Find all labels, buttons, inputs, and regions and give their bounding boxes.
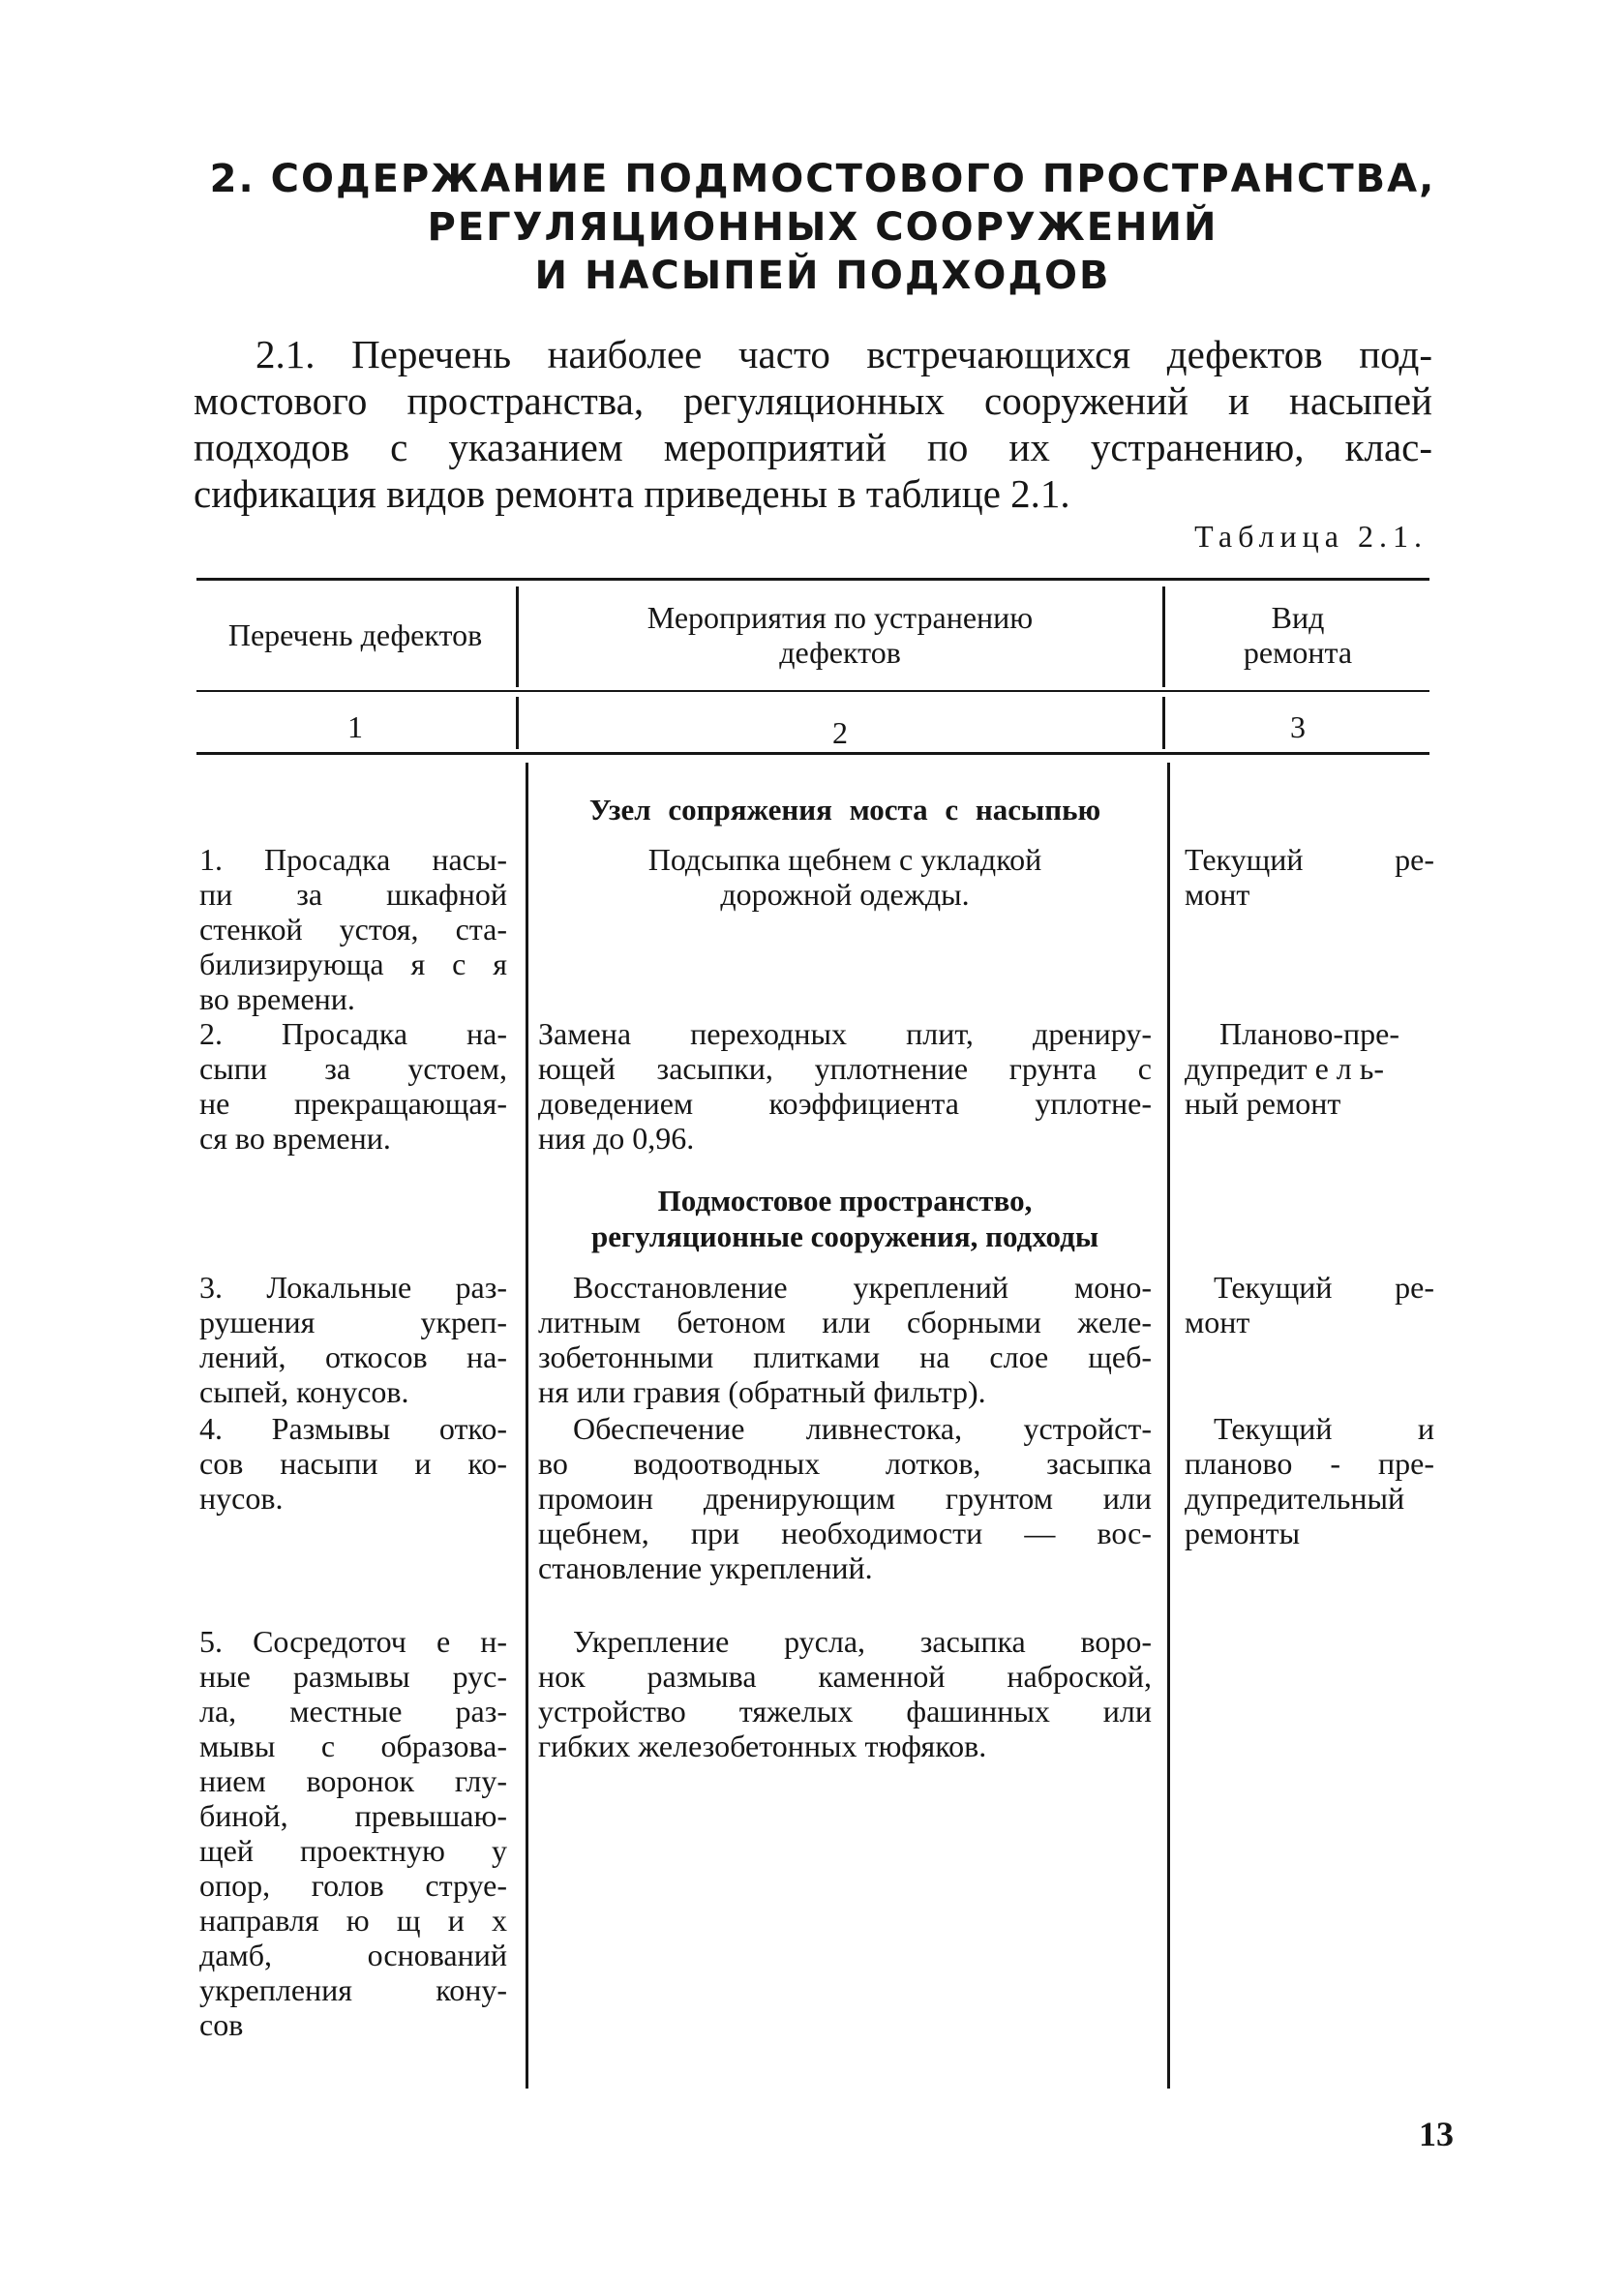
section-heading-1: Узел сопряжения моста с насыпью xyxy=(588,793,1101,827)
header-measures-line-2: дефектов xyxy=(779,635,901,670)
row-5-defect-line: нием воронок глу- xyxy=(199,1763,507,1798)
row-3-defect-line: сыпей, конусов. xyxy=(199,1374,409,1409)
intro-paragraph xyxy=(194,331,1432,517)
title-line-3: И НАСЫПЕЙ ПОДХОДОВ xyxy=(534,254,1111,298)
row-3-measure-line: литным бетоном или сборными желе- xyxy=(538,1305,1152,1339)
row-4-repair-line: дупредительный xyxy=(1185,1481,1405,1516)
row-3-defect-line: лений, откосов на- xyxy=(199,1339,507,1374)
row-4-measure-line: щебнем, при необходимости — вос- xyxy=(538,1516,1152,1550)
intro-line-4: сификация видов ремонта приведены в таблице 2.1. xyxy=(194,471,1070,516)
row-5-defect-line: щей проектную у xyxy=(199,1833,507,1868)
intro-line-2: мостового пространства, регуляционных сооружений и насыпей xyxy=(194,378,1432,423)
header-bottom-rule xyxy=(196,690,1429,692)
section-heading-2-line-1: Подмостовое пространство, xyxy=(657,1184,1033,1218)
row-5-measure-line: Укрепление русла, засыпка воро- xyxy=(573,1624,1152,1659)
row-1-defect-line: 1. Просадка насы- xyxy=(199,842,507,877)
row-2-measure-line: ющей засыпки, уплотнение грунта с xyxy=(538,1051,1152,1086)
row-1-defect-line: стенкой устоя, ста- xyxy=(199,912,507,947)
header-measures xyxy=(521,600,1159,670)
row-5-measure xyxy=(538,1624,1152,1763)
col-number-2: 2 xyxy=(832,715,848,750)
row-3-measure xyxy=(538,1270,1152,1409)
row-2-defect-line: 2. Просадка на- xyxy=(199,1016,507,1051)
table-caption: Таблица 2.1. xyxy=(1194,519,1428,554)
page-number: 13 xyxy=(1419,2115,1454,2153)
row-5-measure-line: нок размыва каменной наброской, xyxy=(538,1659,1152,1694)
row-5-defect-line: ные размывы рус- xyxy=(199,1659,507,1694)
row-4-repair-line: ремонты xyxy=(1185,1516,1301,1550)
row-1-defect-line: во времени. xyxy=(199,981,355,1016)
row-1-defect xyxy=(199,842,507,1016)
title-line-2: РЕГУЛЯЦИОННЫХ СООРУЖЕНИЙ xyxy=(427,205,1218,250)
header-repair-type xyxy=(1167,600,1429,670)
row-3-measure-line: Восстановление укреплений моно- xyxy=(573,1270,1152,1305)
header-repair-line-2: ремонта xyxy=(1243,635,1353,670)
row-3-defect-line: 3. Локальные раз- xyxy=(199,1270,507,1305)
row-2-defect-line: ся во времени. xyxy=(199,1121,391,1156)
row-5-defect-line: направля ю щ и х xyxy=(199,1903,507,1938)
row-5-defect-line: укрепления кону- xyxy=(199,1972,507,2007)
col-number-3: 3 xyxy=(1290,709,1306,744)
row-4-measure xyxy=(538,1411,1152,1585)
row-2-repair-line: дупредит е л ь- xyxy=(1185,1051,1384,1086)
row-3-repair-line: монт xyxy=(1185,1305,1250,1339)
row-5-measure-line: гибких железобетонных тюфяков. xyxy=(538,1729,987,1763)
row-3-repair-line: Текущий ре- xyxy=(1214,1270,1434,1305)
row-4-defect xyxy=(199,1411,507,1516)
row-5-defect-line: сов xyxy=(199,2007,244,2042)
intro-line-3: подходов с указанием мероприятий по их устранению, клас- xyxy=(194,425,1432,469)
row-2-measure-line: доведением коэффициента уплотне- xyxy=(538,1086,1152,1121)
row-4-repair-line: Текущий и xyxy=(1214,1411,1434,1446)
row-5-defect-line: мывы с образова- xyxy=(199,1729,507,1763)
row-1-measure xyxy=(538,842,1152,912)
row-3-measure-line: зобетонными плитками на слое щеб- xyxy=(538,1339,1152,1374)
table-top-rule xyxy=(196,578,1429,581)
header-repair-line-1: Вид xyxy=(1271,600,1325,635)
row-2-defect-line: не прекращающая- xyxy=(199,1086,507,1121)
row-5-defect xyxy=(199,1624,507,2042)
row-4-measure-line: во водоотводных лотков, засыпка xyxy=(538,1446,1152,1481)
row-1-repair-line: Текущий ре- xyxy=(1185,842,1434,877)
row-2-repair-line: ный ремонт xyxy=(1185,1086,1341,1121)
section-heading-2 xyxy=(530,1183,1159,1254)
title-line-1: 2. СОДЕРЖАНИЕ ПОДМОСТОВОГО ПРОСТРАНСТВА, xyxy=(209,157,1436,201)
row-1-repair-line: монт xyxy=(1185,877,1250,912)
header-measures-line-1: Мероприятия по устранению xyxy=(647,600,1034,635)
row-5-defect-line: опор, голов струе- xyxy=(199,1868,507,1903)
row-2-repair xyxy=(1185,1016,1434,1121)
row-3-defect xyxy=(199,1270,507,1409)
row-3-measure-line: ня или гравия (обратный фильтр). xyxy=(538,1374,986,1409)
row-5-measure-line: устройство тяжелых фашинных или xyxy=(538,1694,1152,1729)
row-2-measure xyxy=(538,1016,1152,1156)
numbers-divider-2 xyxy=(1162,697,1165,749)
row-2-measure-line: Замена переходных плит, дрениру- xyxy=(538,1016,1152,1051)
row-4-measure-line: промоин дренирующим грунтом или xyxy=(538,1481,1152,1516)
header-divider-1 xyxy=(516,586,519,687)
numbers-divider-1 xyxy=(516,697,519,749)
row-2-defect-line: сыпи за устоем, xyxy=(199,1051,507,1086)
row-1-measure-line: Подсыпка щебнем с укладкой xyxy=(647,842,1042,877)
row-4-defect-line: сов насыпи и ко- xyxy=(199,1446,507,1481)
row-4-defect-line: 4. Размывы отко- xyxy=(199,1411,507,1446)
row-4-repair-line: планово - пре- xyxy=(1185,1446,1434,1481)
row-3-repair xyxy=(1185,1270,1434,1339)
row-3-defect-line: рушения укреп- xyxy=(199,1305,507,1339)
row-2-defect xyxy=(199,1016,507,1156)
row-5-defect-line: биной, превышаю- xyxy=(199,1798,507,1833)
row-1-measure-line: дорожной одежды. xyxy=(720,877,970,912)
row-1-defect-line: билизирующа я с я xyxy=(199,947,507,981)
numbers-bottom-rule xyxy=(196,752,1429,755)
row-5-defect-line: 5. Сосредоточ е н- xyxy=(199,1624,507,1659)
row-1-repair xyxy=(1185,842,1434,912)
row-2-measure-line: ния до 0,96. xyxy=(538,1121,695,1156)
row-4-repair xyxy=(1185,1411,1434,1550)
row-4-measure-line: становление укреплений. xyxy=(538,1550,873,1585)
row-4-defect-line: нусов. xyxy=(199,1481,284,1516)
row-5-defect-line: дамб, оснований xyxy=(199,1938,507,1972)
header-defects: Перечень дефектов xyxy=(227,617,483,652)
header-divider-2 xyxy=(1162,586,1165,687)
body-divider-1 xyxy=(526,763,528,2089)
section-title xyxy=(194,155,1452,300)
intro-line-1: 2.1. Перечень наиболее часто встречающихся дефектов под- xyxy=(256,332,1432,376)
row-4-measure-line: Обеспечение ливнестока, устройст- xyxy=(573,1411,1152,1446)
row-5-defect-line: ла, местные раз- xyxy=(199,1694,507,1729)
row-2-repair-line: Планово-пре- xyxy=(1219,1016,1399,1051)
row-1-defect-line: пи за шкафной xyxy=(199,877,507,912)
col-number-1: 1 xyxy=(347,709,363,744)
body-divider-2 xyxy=(1167,763,1170,2089)
section-heading-2-line-2: регуляционные сооружения, подходы xyxy=(590,1219,1099,1253)
